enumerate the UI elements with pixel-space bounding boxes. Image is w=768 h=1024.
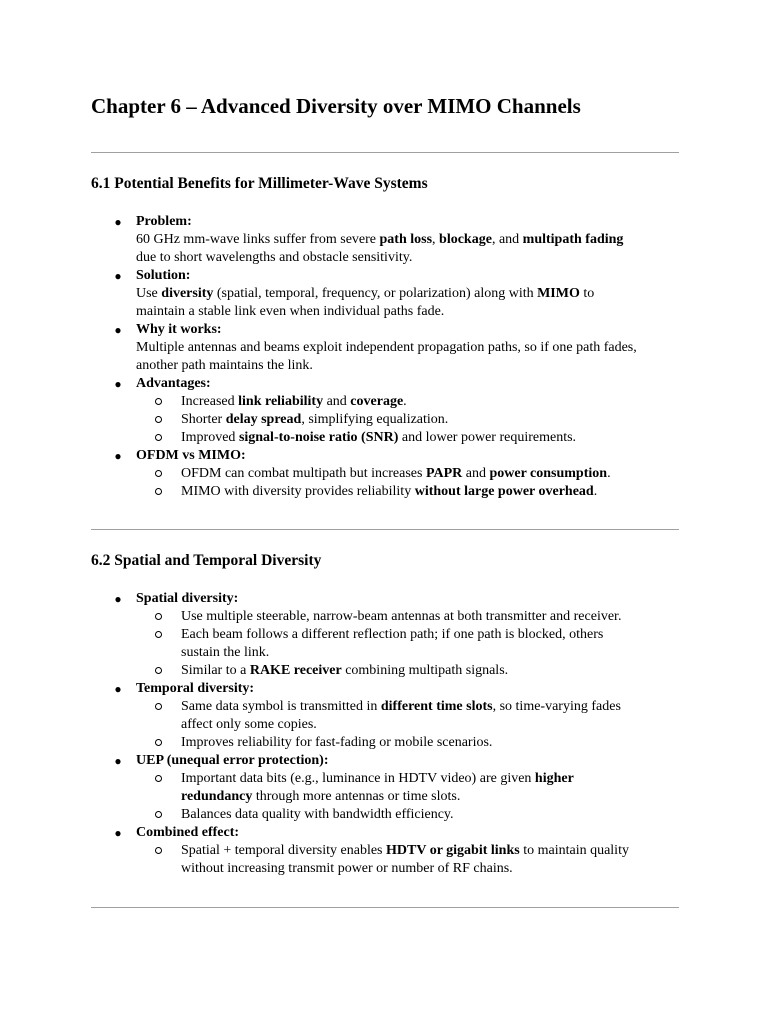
section-heading-6-2: 6.2 Spatial and Temporal Diversity: [91, 552, 322, 569]
circle-bullet-icon: [155, 775, 162, 782]
bullet-icon: ●: [114, 215, 122, 229]
sub-item: Shorter delay spread, simplifying equalization.: [91, 411, 691, 429]
sub-item: Same data symbol is transmitted in different time slots, so time-varying fades affect only some copies.: [91, 698, 691, 734]
sub-item: Each beam follows a different reflection path; if one path is blocked, others sustain the link.: [91, 626, 691, 662]
bullet-icon: ●: [114, 682, 122, 696]
bullet-icon: ●: [114, 449, 122, 463]
list-item-spatial-diversity: [91, 590, 691, 608]
list-item-solution: ● Solution: Use diversity (spatial, temporal, frequency, or polarization) along with MIMO to maintain a stable link even when individual paths fade.: [114, 268, 595, 319]
circle-bullet-icon: [155, 613, 162, 620]
item-label: Problem:: [136, 214, 192, 229]
circle-bullet-icon: [155, 488, 162, 495]
bullet-icon: ●: [114, 826, 122, 840]
list-item-temporal-diversity: [91, 680, 691, 698]
list-item-problem: ● Problem: 60 GHz mm-wave links suffer from severe path loss, blockage, and multipath fading due to short wavelengths and obstacle sensitivity.: [114, 214, 624, 265]
list-item-ofdm-vs-mimo: [91, 447, 691, 465]
item-label: UEP (unequal error protection):: [136, 753, 329, 768]
sub-item: Improves reliability for fast-fading or mobile scenarios.: [91, 734, 691, 752]
circle-bullet-icon: [155, 434, 162, 441]
section-6-2-list: [91, 590, 691, 878]
circle-bullet-icon: [155, 470, 162, 477]
bullet-icon: ●: [114, 754, 122, 768]
chapter-title: Chapter 6 – Advanced Diversity over MIMO Channels: [91, 94, 581, 118]
sub-item: Spatial + temporal diversity enables HDTV or gigabit links to maintain quality without increasing transmit power or number of RF chains.: [91, 842, 691, 878]
circle-bullet-icon: [155, 739, 162, 746]
section-heading-6-1: 6.1 Potential Benefits for Millimeter-Wave Systems: [91, 175, 428, 192]
item-label: Combined effect:: [136, 825, 240, 840]
sub-item: Use multiple steerable, narrow-beam antennas at both transmitter and receiver.: [91, 608, 691, 626]
sub-item: Increased link reliability and coverage.: [91, 393, 691, 411]
circle-bullet-icon: [155, 416, 162, 423]
item-label: Advantages:: [136, 376, 211, 391]
circle-bullet-icon: [155, 703, 162, 710]
item-label: Solution:: [136, 268, 191, 283]
circle-bullet-icon: [155, 811, 162, 818]
item-label: Spatial diversity:: [136, 591, 239, 606]
sub-item: Important data bits (e.g., luminance in HDTV video) are given higher redundancy through more antennas or time slots.: [91, 770, 691, 806]
item-label: OFDM vs MIMO:: [136, 448, 246, 463]
circle-bullet-icon: [155, 398, 162, 405]
bullet-icon: ●: [114, 377, 122, 391]
sub-item: Improved signal-to-noise ratio (SNR) and lower power requirements.: [91, 429, 691, 447]
divider-3: [91, 907, 679, 908]
list-item-why-it-works: ● Why it works: Multiple antennas and beams exploit independent propagation paths, so if one path fades, another path maintains the link.: [114, 322, 637, 373]
sub-item: OFDM can combat multipath but increases PAPR and power consumption.: [91, 465, 691, 483]
sub-item: Balances data quality with bandwidth efficiency.: [91, 806, 691, 824]
sub-item: Similar to a RAKE receiver combining multipath signals.: [91, 662, 691, 680]
divider-1: [91, 152, 679, 153]
bullet-icon: ●: [114, 269, 122, 283]
circle-bullet-icon: [155, 847, 162, 854]
list-item-combined-effect: [91, 824, 691, 842]
item-label: Why it works:: [136, 322, 222, 337]
section-6-1-list: [91, 213, 691, 501]
circle-bullet-icon: [155, 667, 162, 674]
circle-bullet-icon: [155, 631, 162, 638]
item-label: Temporal diversity:: [136, 681, 255, 696]
bullet-icon: ●: [114, 323, 122, 337]
divider-2: [91, 529, 679, 530]
list-item-uep: [91, 752, 691, 770]
list-item-advantages: [91, 375, 691, 393]
sub-item: MIMO with diversity provides reliability without large power overhead.: [91, 483, 691, 501]
bullet-icon: ●: [114, 592, 122, 606]
